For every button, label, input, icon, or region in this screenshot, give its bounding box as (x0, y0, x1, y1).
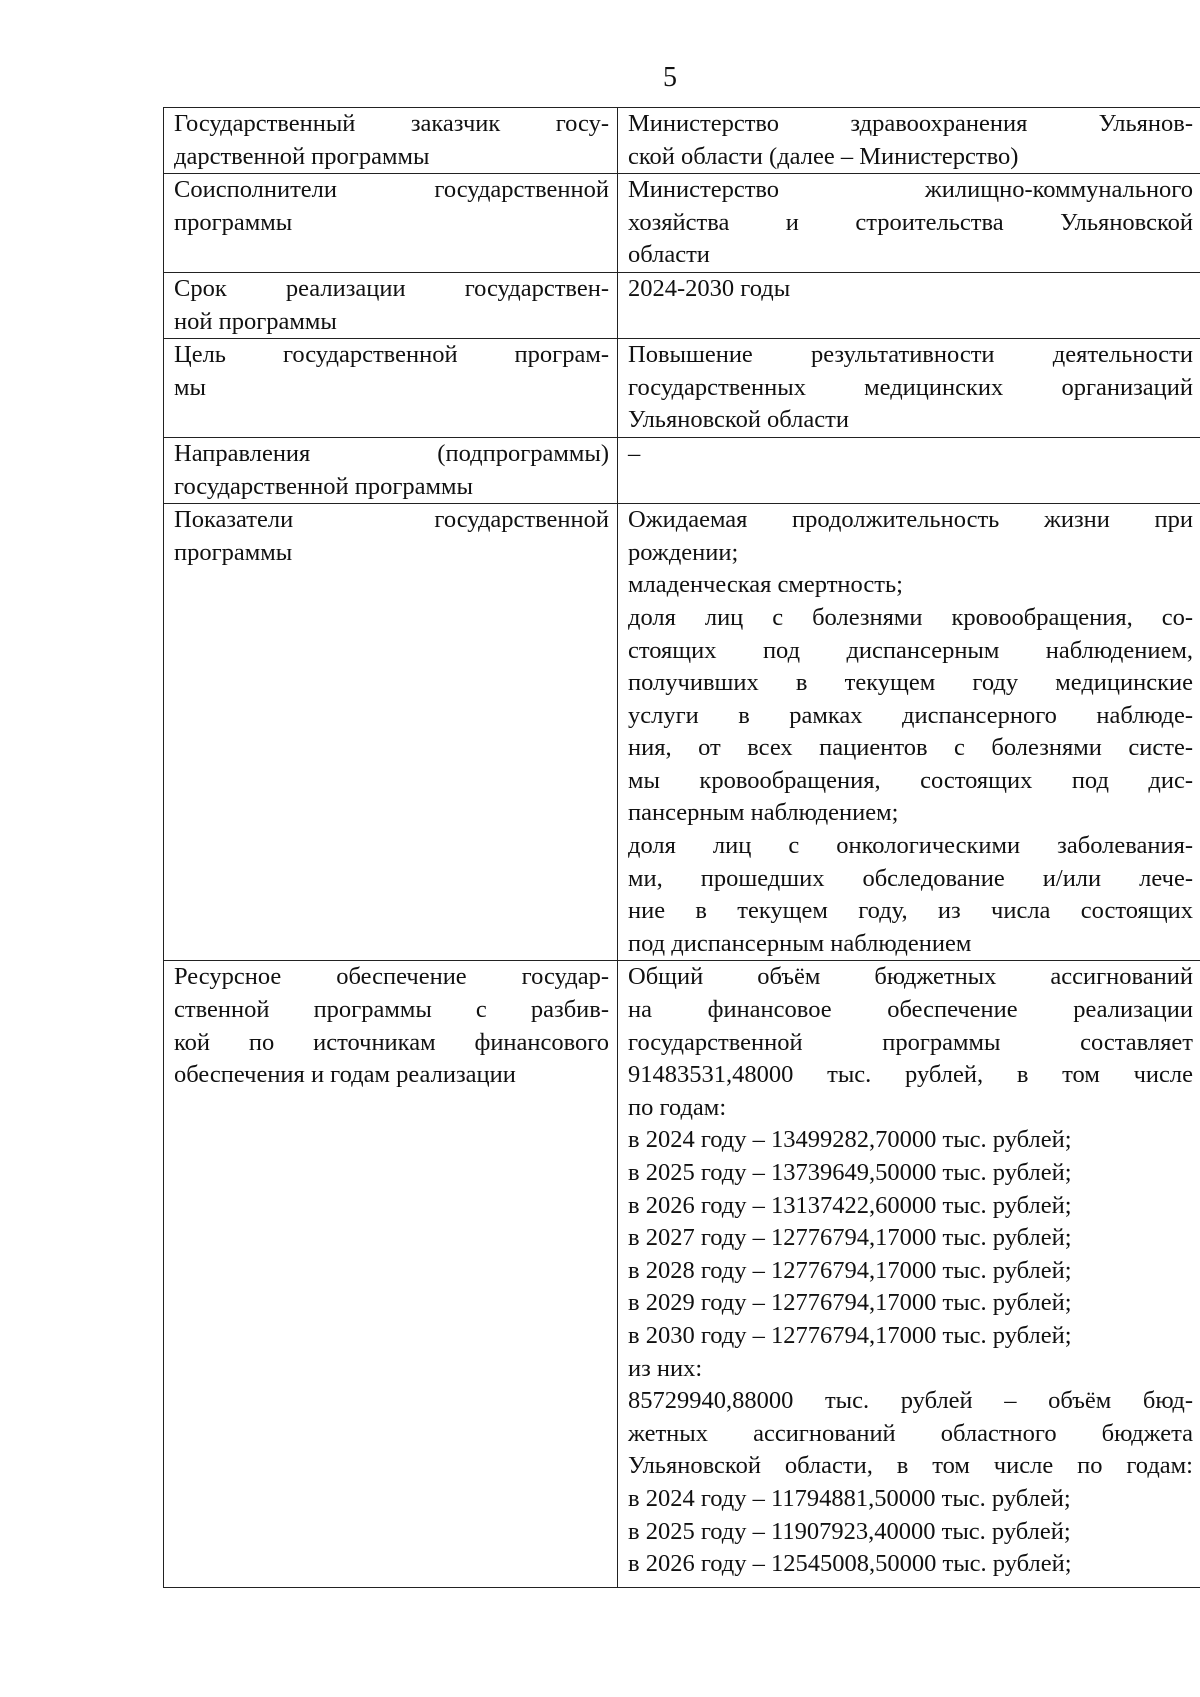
table-row-indicators (164, 504, 1200, 961)
value-line: услуги в рамках диспансерного наблюде- (628, 701, 1193, 729)
value-line: области (628, 241, 710, 269)
value-line: в 2026 году – 12545008,50000 тыс. рублей; (628, 1550, 1072, 1578)
value-line: в 2026 году – 13137422,60000 тыс. рублей; (628, 1191, 1072, 1219)
value-line: 85729940,88000 тыс. рублей – объём бюд- (628, 1387, 1193, 1415)
label-cell (164, 174, 618, 273)
label-line: государственной программы (174, 472, 473, 500)
table-row-resources (164, 961, 1200, 1588)
value-line: жетных ассигнований областного бюджета (628, 1419, 1193, 1447)
label-line: ной программы (174, 307, 337, 335)
value-line: в 2025 году – 13739649,50000 тыс. рублей; (628, 1159, 1072, 1186)
value-line: пансерным наблюдением; (628, 799, 899, 827)
table-row-goal (164, 339, 1200, 438)
label-line: программы (174, 538, 293, 566)
label-line: программы (174, 208, 293, 236)
label-line: Показатели государственной (174, 506, 609, 534)
value-line: Ожидаемая продолжительность жизни при (628, 506, 1193, 534)
value-line: Ульяновской области, в том числе по годам: (628, 1452, 1193, 1480)
label-line: ственной программы с разбив- (174, 996, 609, 1024)
value-line: – (628, 439, 641, 467)
value-cell (618, 108, 1200, 174)
value-line: получивших в текущем году медицинские (628, 669, 1193, 697)
label-line: дарственной программы (174, 142, 430, 170)
value-line: доля лиц с онкологическими заболевания- (628, 832, 1193, 860)
value-line: Министерство жилищно-коммунального (628, 176, 1193, 204)
value-line: мы кровообращения, состоящих под дис- (628, 766, 1193, 794)
value-line: на финансовое обеспечение реализации (628, 996, 1193, 1024)
label-line: Цель государственной програм- (174, 341, 609, 369)
value-line: по годам: (628, 1093, 727, 1121)
value-line: Общий объём бюджетных ассигнований (628, 963, 1193, 991)
label-cell (164, 961, 618, 1588)
label-line: Ресурсное обеспечение государ- (174, 963, 609, 991)
table-row-coexecutors (164, 174, 1200, 273)
value-line: ние в текущем году, из числа состоящих (628, 897, 1193, 925)
value-line: в 2025 году – 11907923,40000 тыс. рублей; (628, 1517, 1071, 1545)
value-cell (618, 272, 1200, 338)
value-cell (618, 174, 1200, 273)
table-row-customer (164, 108, 1200, 174)
value-line: Повышение результативности деятельности (628, 341, 1193, 369)
value-line: в 2024 году – 13499282,70000 тыс. рублей; (628, 1126, 1072, 1154)
value-cell (618, 961, 1200, 1588)
value-line: ния, от всех пациентов с болезнями систе- (628, 734, 1193, 762)
value-line: рождении; (628, 538, 739, 566)
value-line: в 2024 году – 11794881,50000 тыс. рублей; (628, 1484, 1071, 1512)
label-cell (164, 437, 618, 503)
value-line: ми, прошедших обследование и/или лече- (628, 864, 1193, 892)
value-cell (618, 437, 1200, 503)
label-line: кой по источникам финансового (174, 1028, 609, 1056)
page-number: 5 (663, 62, 677, 93)
label-cell (164, 339, 618, 438)
value-line: в 2028 году – 12776794,17000 тыс. рублей; (628, 1256, 1072, 1284)
value-line: Министерство здравоохранения Ульянов- (628, 110, 1193, 137)
value-cell (618, 504, 1200, 961)
table-row-term (164, 272, 1200, 338)
value-line: в 2027 году – 12776794,17000 тыс. рублей; (628, 1224, 1072, 1252)
value-line: государственных медицинских организаций (628, 373, 1193, 401)
table-row-directions (164, 437, 1200, 503)
value-line: из них: (628, 1354, 703, 1382)
value-line: стоящих под диспансерным наблюдением, (628, 636, 1193, 664)
value-line: государственной программы составляет (628, 1028, 1193, 1056)
value-line: в 2029 году – 12776794,17000 тыс. рублей; (628, 1289, 1072, 1317)
label-line: Направления (подпрограммы) (174, 439, 609, 467)
label-line: обеспечения и годам реализации (174, 1061, 516, 1089)
label-cell (164, 272, 618, 338)
value-line: доля лиц с болезнями кровообращения, со- (628, 603, 1193, 631)
program-passport-table (163, 107, 1200, 1588)
value-line: младенческая смертность; (628, 571, 903, 599)
value-line: 2024-2030 годы (628, 274, 791, 302)
value-line: Ульяновской области (628, 406, 849, 434)
value-line: хозяйства и строительства Ульяновской (628, 208, 1193, 236)
value-line: под диспансерным наблюдением (628, 929, 972, 957)
label-cell (164, 504, 618, 961)
label-line: Срок реализации государствен- (174, 274, 609, 302)
value-line: 91483531,48000 тыс. рублей, в том числе (628, 1061, 1193, 1089)
label-line: мы (174, 373, 206, 401)
label-line: Государственный заказчик госу- (174, 110, 609, 137)
value-line: в 2030 году – 12776794,17000 тыс. рублей; (628, 1321, 1072, 1349)
value-cell (618, 339, 1200, 438)
label-line: Соисполнители государственной (174, 176, 609, 204)
label-cell (164, 108, 618, 174)
value-line: ской области (далее – Министерство) (628, 142, 1019, 170)
